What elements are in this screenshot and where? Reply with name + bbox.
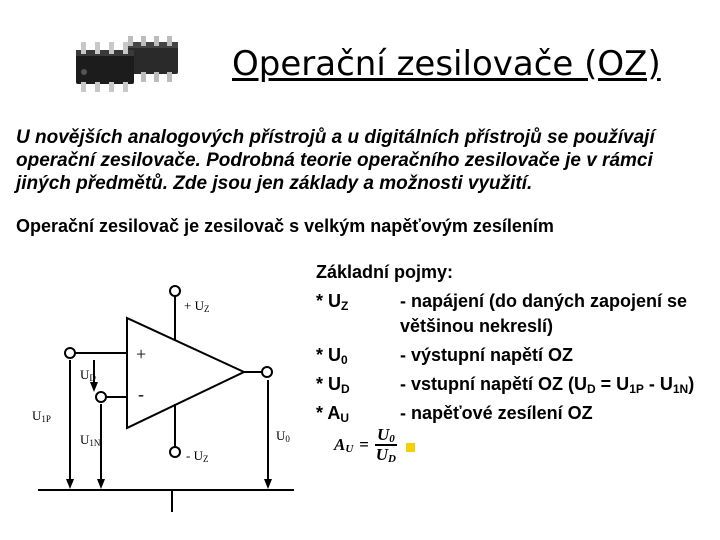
intro-paragraph: U novějších analogových přístrojů a u digitálních přístrojů se používají operační zesilovače. Podrobná teorie operačního zesilovače je v rámci jiných předmětů. Zde jsou jen základy a možnosti využití.: [16, 127, 655, 194]
term-u0: * $U_0$ - výstupní napětí OZ: [316, 345, 574, 367]
basic-terms-heading: Základní pojmy:: [316, 262, 454, 282]
label-ud: $U_D$: [80, 367, 96, 383]
term-ud: * $U_D$ - vstupní napětí OZ $(U_D = U_{1P} - U_{1N})$: [316, 374, 695, 396]
terminal-noninverting: [65, 348, 75, 358]
term-uz-continuation: většinou nekreslí): [400, 316, 554, 336]
label-plus-sign: +: [136, 344, 147, 364]
gain-formula: $A_U$ = $\frac{U_0}{U_D}$: [334, 425, 396, 465]
label-minus-sign: -: [138, 384, 144, 404]
term-au: * $A_U$ - napěťové zesílení OZ: [316, 403, 593, 425]
terminal-minus-supply: [170, 447, 180, 457]
accent-square: [406, 443, 415, 452]
definition-text: Operační zesilovač je zesilovač s velkým napěťovým zesílením: [16, 216, 554, 236]
label-u0: $U_0$: [276, 428, 290, 444]
terminal-inverting: [96, 392, 106, 402]
label-minus-uz: - $U_Z$: [186, 448, 209, 464]
terminal-plus-supply: [170, 286, 180, 296]
label-plus-uz: + $U_Z$: [184, 298, 210, 314]
opamp-triangle: [127, 318, 244, 428]
term-uz: * $U_Z$ - napájení (do daných zapojení se: [316, 291, 688, 313]
page-title: Operační zesilovače (OZ): [232, 44, 661, 84]
label-u1p: $U_{1P}$: [32, 408, 51, 424]
label-u1n: $U_{1N}$: [80, 432, 101, 448]
terminal-output: [262, 367, 272, 377]
